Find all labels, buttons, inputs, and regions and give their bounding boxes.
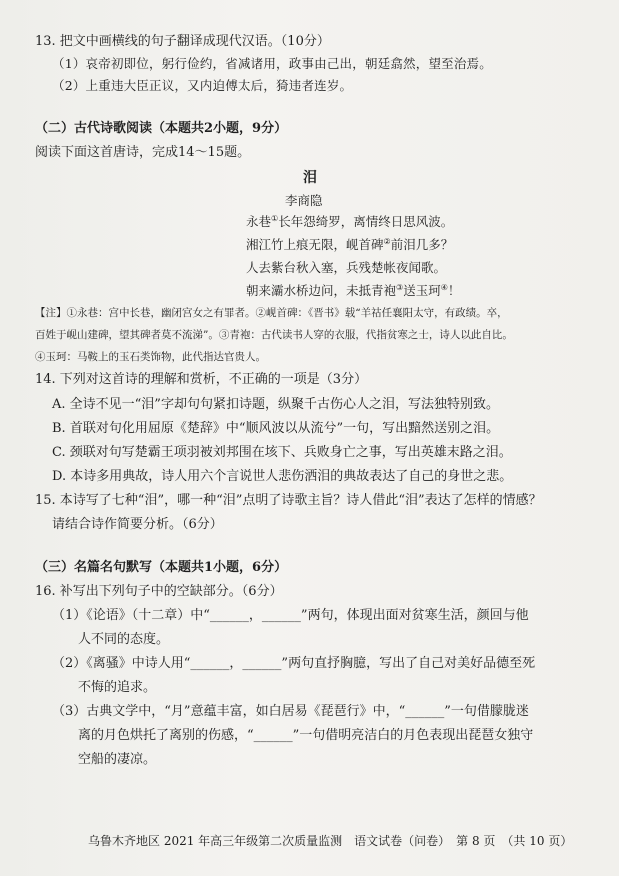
poem-line-3: 人去紫台秋入塞，兵残楚帐夜闻歌。 [246, 260, 447, 275]
q16-item-3-line-1: （3）古典文学中，“月”意蕴丰富，如白居易《琵琶行》中，“______”一句借朦胧迷 [52, 704, 529, 719]
q13-sentence-1: （1）哀帝初即位，躬行俭约，省减诸用，政事由己出，朝廷翕然，望至治焉。 [52, 56, 492, 71]
q13-stem: 13. 把文中画横线的句子翻译成现代汉语。（10分） [35, 34, 330, 49]
section-2-intro: 阅读下面这首唐诗，完成14～15题。 [35, 145, 251, 160]
q16-item-1-line-2: 人不同的态度。 [78, 632, 170, 647]
poem-line-4-b: 送玉珂 [403, 283, 441, 298]
q14-stem: 14. 下列对这首诗的理解和赏析，不正确的一项是（3分） [35, 372, 368, 387]
q16-item-2-line-2: 不悔的追求。 [78, 680, 157, 695]
note-marker-1: ① [271, 213, 279, 223]
q16-item-3-line-2: 离的月色烘托了离别的伤感，“______”一句借明亮洁白的月色表现出琵琶女独守 [78, 728, 534, 743]
q16-item-3-line-3: 空船的凄凉。 [78, 752, 157, 767]
q14-option-c: C. 颈联对句写楚霸王项羽被刘邦围在垓下、兵败身亡之事，写出英雄末路之泪。 [52, 445, 512, 460]
page-footer: 乌鲁木齐地区 2021 年高三年级第二次质量监测 语文试卷（问卷） 第 8 页 （共 10 页） [88, 834, 573, 848]
poem-line-4-c: ！ [447, 283, 461, 298]
q14-option-d: D. 本诗多用典故，诗人用六个言说世人悲伤洒泪的典故表达了自己的身世之悲。 [52, 469, 513, 484]
poem-line-2-b: 前泪几多？ [390, 237, 454, 252]
q13-sentence-2: （2）上重违大臣正议，又内迫傅太后，猗违者连岁。 [52, 78, 353, 93]
note-marker-3: ③ [396, 282, 404, 292]
note-line-3: ④玉珂：马鞍上的玉石类饰物，此代指达官贵人。 [35, 351, 266, 363]
q15-line-2: 请结合诗作简要分析。（6分） [52, 517, 223, 532]
q14-option-a: A. 全诗不见一“泪”字却句句紧扣诗题，纵聚千古伤心人之泪，写法独特别致。 [52, 397, 499, 412]
section-3-heading: （三）名篇名句默写（本题共1小题，6分） [35, 560, 288, 575]
poem-line-1 [246, 214, 453, 230]
poem-title: 泪 [303, 170, 317, 186]
q14-option-b: B. 首联对句化用屈原《楚辞》中“顺风波以从流兮”一句，写出黯然送别之泪。 [52, 421, 500, 436]
q16-item-2-line-1: （2）《离骚》中诗人用“______，______”两句直抒胸臆，写出了自己对美好品德至死 [52, 656, 536, 671]
q15-line-1: 15. 本诗写了七种“泪”，哪一种“泪”点明了诗歌主旨？诗人借此“泪”表达了怎样的情感？ [35, 493, 542, 508]
q16-stem: 16. 补写出下列句子中的空缺部分。（6分） [35, 584, 283, 599]
poem-line-1-b: 长年怨绮罗，离情终日思风波。 [278, 214, 454, 229]
poem-line-4 [246, 283, 460, 299]
note-line-2: 百姓于岘山建碑，望其碑者莫不流涕”。③青袍：古代读书人穿的衣服，代指贫寒之士，诗人以此自比。 [35, 329, 513, 341]
note-line-1: 【注】①永巷：宫中长巷，幽闭宫女之有罪者。②岘首碑：《晋书》载“羊祜任襄阳太守，有政绩。卒， [35, 307, 508, 319]
note-marker-4: ④ [440, 282, 448, 292]
note-marker-2: ② [383, 236, 391, 246]
poem-line-2 [246, 237, 453, 253]
section-2-heading: （二）古代诗歌阅读（本题共2小题，9分） [35, 121, 288, 136]
poem-line-1-a: 永巷 [246, 214, 272, 229]
q16-item-1-line-1: （1）《论语》（十二章）中“______，______”两句，体现出面对贫寒生活，颜回与他 [52, 608, 529, 623]
poem-line-4-a: 朝来灞水桥边问，未抵青袍 [246, 283, 397, 298]
poem-line-2-a: 湘江竹上痕无限，岘首碑 [246, 237, 384, 252]
poem-author: 李商隐 [285, 193, 323, 208]
